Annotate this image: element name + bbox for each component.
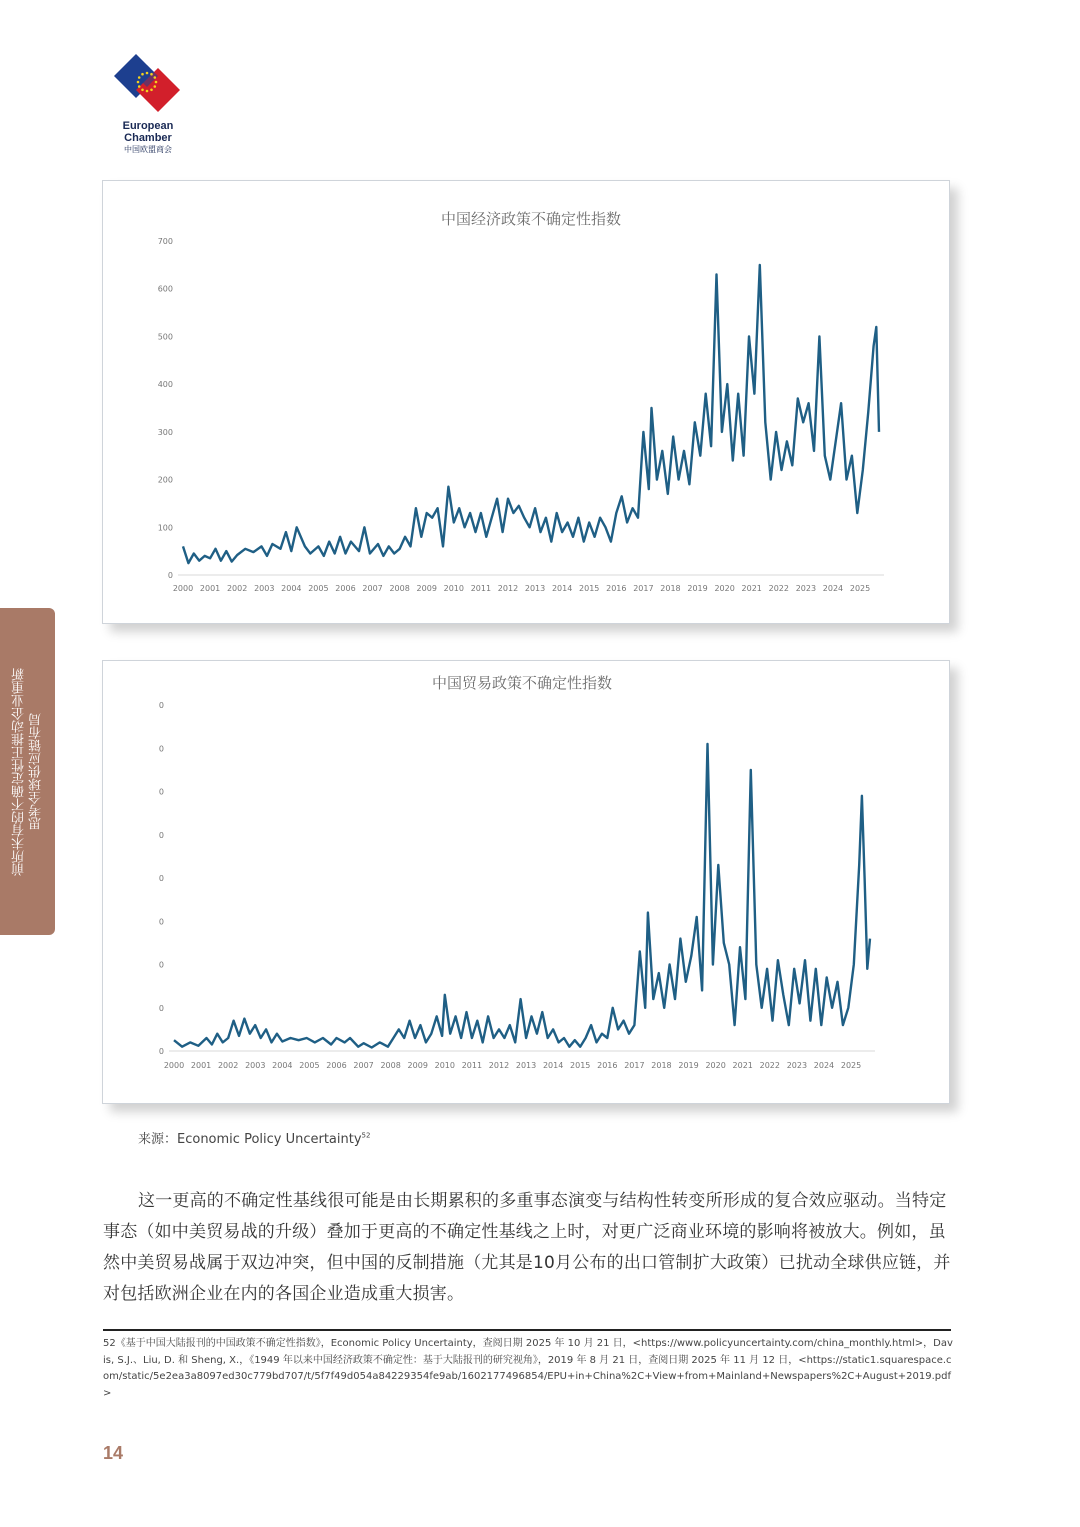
- x-tick-label: 2006: [326, 1061, 347, 1070]
- page-number: 14: [103, 1443, 124, 1463]
- x-tick-label: 2007: [353, 1061, 374, 1070]
- x-tick-label: 2000: [172, 584, 194, 593]
- x-tick-label: 2001: [190, 1061, 212, 1070]
- logo-star: [155, 81, 158, 84]
- x-tick-label: 2020: [705, 1061, 726, 1070]
- logo-star: [146, 90, 149, 93]
- tpu-chart-svg: [103, 661, 949, 1103]
- x-tick-label: 2014: [551, 584, 573, 593]
- x-tick-label: 2018: [651, 1061, 672, 1070]
- x-tick-label: 2000: [163, 1061, 185, 1070]
- logo-star: [137, 81, 140, 84]
- x-tick-label: 2025: [840, 1061, 862, 1070]
- logo-star: [153, 85, 156, 88]
- y-tick-label: 0: [158, 960, 164, 970]
- x-tick-label: 2001: [199, 584, 221, 593]
- logo-star: [150, 73, 153, 76]
- x-tick-label: 2010: [434, 1061, 455, 1070]
- x-tick-label: 2020: [714, 584, 735, 593]
- x-tick-label: 2009: [407, 1061, 428, 1070]
- x-tick-label: 2004: [272, 1061, 293, 1070]
- y-tick-label: 600: [157, 284, 173, 294]
- x-tick-label: 2023: [786, 1061, 808, 1070]
- footnote: 52《基于中国大陆报刊的中国政策不确定性指数》，Economic Policy Uncertainty，查阅日期 2025 年 10 月 21 日，<https://www.policyuncertainty.com/china_monthly.html>，Davis, S.J.、Liu, D. 和 Sheng, X.，《1949 年以来中国经济政策不确定性：基于大陆报刊的研究视角》，2019 年 8 月 21 日，查阅日期 2025 年 11 月 12 日，<https://static1.squarespace.com/static/5e2ea3a8097ed30c779bd707/t/5f7f49d054a84229354fe9ab/1602177496854/EPU+in+China%2C+View+from+Mainland+Newspapers%2C+August+2019.pdf>: [103, 1338, 953, 1399]
- x-tick-label: 2019: [687, 584, 708, 593]
- epu-chart-svg: [103, 181, 949, 623]
- x-tick-label: 2008: [380, 1061, 401, 1070]
- epu-chart: [102, 180, 950, 624]
- y-tick-label: 0: [158, 701, 164, 710]
- x-tick-label: 2018: [660, 584, 681, 593]
- x-tick-label: 2013: [524, 584, 546, 593]
- x-tick-label: 2009: [416, 584, 437, 593]
- logo-star: [153, 76, 156, 79]
- logo-star: [141, 73, 144, 76]
- y-tick-label: 100: [157, 523, 173, 533]
- x-tick-label: 2014: [542, 1061, 564, 1070]
- logo-star: [146, 72, 149, 75]
- logo-star: [141, 88, 144, 91]
- x-tick-label: 2004: [281, 584, 302, 593]
- x-tick-label: 2005: [299, 1061, 320, 1070]
- chart-title: 中国贸易政策不确定性指数: [431, 674, 613, 692]
- x-tick-label: 2017: [624, 1061, 645, 1070]
- y-tick-label: 0: [167, 571, 173, 580]
- y-tick-label: 0: [158, 744, 164, 754]
- x-tick-label: 2022: [768, 584, 789, 593]
- logo: [98, 50, 198, 155]
- source-note-ref: 52: [361, 1131, 371, 1140]
- y-tick-label: 700: [157, 237, 173, 246]
- x-tick-label: 2016: [597, 1061, 618, 1070]
- section-title: [11, 668, 45, 876]
- x-tick-label: 2015: [579, 584, 600, 593]
- org-name-cn: 中国欧盟商会: [124, 145, 172, 154]
- y-tick-label: 500: [157, 332, 173, 342]
- y-tick-label: 0: [158, 874, 164, 883]
- y-tick-label: 300: [157, 427, 173, 437]
- org-name: European Chamber: [122, 120, 174, 144]
- x-tick-label: 2012: [488, 1061, 510, 1070]
- x-tick-label: 2011: [470, 584, 492, 593]
- x-tick-label: 2021: [741, 584, 762, 593]
- x-tick-label: 2010: [443, 584, 464, 593]
- y-tick-label: 0: [158, 1047, 164, 1056]
- x-tick-label: 2022: [759, 1061, 780, 1070]
- series-line: [174, 744, 870, 1048]
- x-tick-label: 2002: [226, 584, 248, 593]
- x-tick-label: 2012: [497, 584, 519, 593]
- x-tick-label: 2013: [515, 1061, 537, 1070]
- section-title-line1: 前所未有的不确定性正推动企业重新: [11, 667, 27, 876]
- logo-star: [138, 76, 141, 79]
- y-tick-label: 0: [158, 1003, 164, 1013]
- x-tick-label: 2005: [308, 584, 329, 593]
- x-tick-label: 2002: [217, 1061, 239, 1070]
- logo-star: [138, 85, 141, 88]
- section-side-tab: [0, 608, 55, 935]
- x-tick-label: 2021: [732, 1061, 753, 1070]
- x-tick-label: 2023: [795, 584, 817, 593]
- x-tick-label: 2024: [822, 584, 844, 593]
- x-tick-label: 2003: [245, 1061, 266, 1070]
- y-tick-label: 0: [158, 917, 164, 927]
- x-tick-label: 2011: [461, 1061, 483, 1070]
- figure-source: [138, 1128, 370, 1147]
- x-tick-label: 2015: [570, 1061, 591, 1070]
- series-line: [183, 265, 879, 563]
- x-tick-label: 2017: [633, 584, 654, 593]
- x-tick-label: 2025: [849, 584, 871, 593]
- y-tick-label: 0: [158, 787, 164, 797]
- x-tick-label: 2016: [606, 584, 627, 593]
- x-tick-label: 2003: [254, 584, 275, 593]
- x-tick-label: 2006: [335, 584, 356, 593]
- european-chamber-logo-icon: [114, 50, 182, 118]
- source-label: 来源：Economic Policy Uncertainty: [138, 1132, 362, 1147]
- tpu-chart: [102, 660, 950, 1104]
- y-tick-label: 200: [157, 475, 173, 485]
- x-tick-label: 2024: [813, 1061, 835, 1070]
- footnote-divider: [103, 1329, 951, 1331]
- logo-star: [150, 88, 153, 91]
- chart-title: 中国经济政策不确定性指数: [440, 210, 622, 228]
- x-tick-label: 2019: [678, 1061, 699, 1070]
- y-tick-label: 400: [157, 380, 173, 390]
- x-tick-label: 2008: [389, 584, 410, 593]
- body-paragraph: 这一更高的不确定性基线很可能是由长期累积的多重事态演变与结构性转变所形成的复合效应驱动。当特定事态（如中美贸易战的升级）叠加于更高的不确定性基线之上时，对更广泛商业环境的影响将被放大。例如，虽然中美贸易战属于双边冲突，但中国的反制措施（尤其是10月公布的出口管制扩大政策）已扰动全球供应链，并对包括欧洲企业在内的各国企业造成重大损害。: [103, 1191, 951, 1304]
- y-tick-label: 0: [158, 830, 164, 840]
- section-title-line2: 思考全球供应链布局: [28, 713, 44, 830]
- x-tick-label: 2007: [362, 584, 383, 593]
